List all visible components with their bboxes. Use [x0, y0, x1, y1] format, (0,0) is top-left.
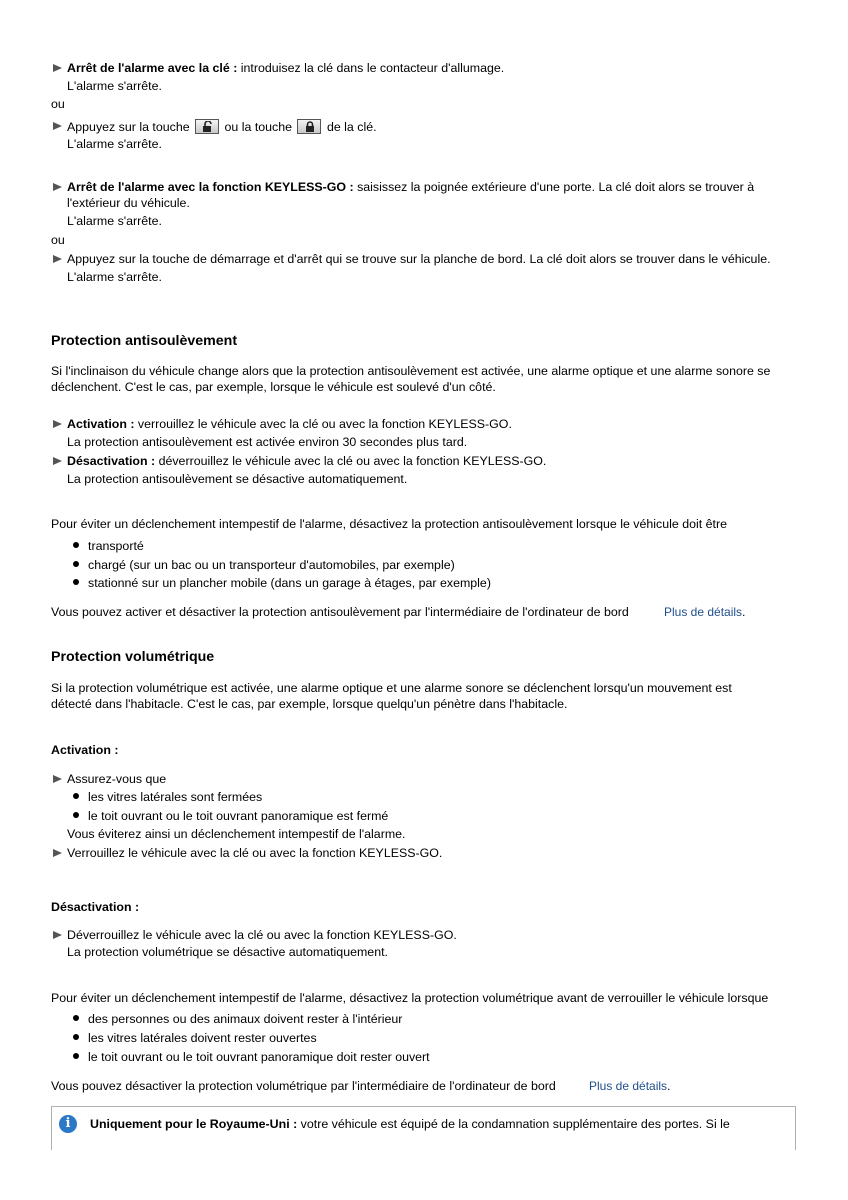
instruction-stop-alarm-keyless: Arrêt de l'alarme avec la fonction KEYLESS-GO : saisissez la poignée extérieure d'une porte. La clé doit alors se trouver à: [67, 180, 755, 194]
or-text: ou: [51, 97, 65, 111]
details-link[interactable]: Plus de détails: [589, 1079, 668, 1093]
instruction-stop-alarm-key: Arrêt de l'alarme avec la clé : introduisez la clé dans le contacteur d'allumage.: [67, 61, 505, 75]
instruction-unlock: Déverrouillez le véhicule avec la clé ou avec la fonction KEYLESS-GO.: [67, 928, 457, 942]
bullet-icon: [73, 542, 79, 548]
paragraph: détecté dans l'habitacle. C'est le cas, par exemple, lorsque quelqu'un pénètre dans l'habitacle.: [51, 697, 568, 711]
arrow-icon: [53, 775, 62, 783]
section-title: Protection volumétrique: [51, 649, 215, 665]
bullet-icon: [73, 1015, 79, 1021]
result-text: La protection volumétrique se désactive automatiquement.: [67, 945, 388, 959]
info-icon: i: [59, 1115, 77, 1133]
paragraph: Si la protection volumétrique est activée, une alarme optique et une alarme sonore se déclenchent lorsqu'un mouvement est: [51, 681, 732, 695]
paragraph: déclenchent. C'est le cas, par exemple, lorsque le véhicule est soulevé d'un côté.: [51, 380, 496, 394]
result-text: La protection antisoulèvement est activée environ 30 secondes plus tard.: [67, 435, 468, 449]
arrow-icon: [53, 457, 62, 465]
list-item: le toit ouvrant ou le toit ouvrant panoramique est fermé: [88, 809, 389, 823]
list-item: les vitres latérales sont fermées: [88, 790, 263, 804]
details-link-line: Plus de détails.: [589, 1079, 671, 1093]
instruction-press-button: Appuyez sur la touche ou la touche de la clé.: [67, 120, 377, 134]
subheading: Désactivation :: [51, 900, 140, 914]
subheading: Activation :: [51, 743, 119, 757]
list-item: le toit ouvrant ou le toit ouvrant panoramique doit rester ouvert: [88, 1050, 430, 1064]
paragraph: Pour éviter un déclenchement intempestif de l'alarme, désactivez la protection volumétrique avant de verrouiller le véhicule lorsque: [51, 991, 769, 1005]
result-text: La protection antisoulèvement se désactive automatiquement.: [67, 472, 408, 486]
list-item: transporté: [88, 539, 144, 553]
instruction-deactivation: Désactivation : déverrouillez le véhicule avec la clé ou avec la fonction KEYLESS-GO.: [67, 454, 547, 468]
result-text: L'alarme s'arrête.: [67, 270, 162, 284]
bullet-icon: [73, 793, 79, 799]
result-text: L'alarme s'arrête.: [67, 214, 162, 228]
details-link-line: Plus de détails.: [664, 605, 746, 619]
list-item: les vitres latérales doivent rester ouvertes: [88, 1031, 317, 1045]
list-item: stationné sur un plancher mobile (dans un garage à étages, par exemple): [88, 576, 491, 590]
arrow-icon: [53, 849, 62, 857]
bullet-icon: [73, 1053, 79, 1059]
arrow-icon: [53, 122, 62, 130]
list-item: des personnes ou des animaux doivent rester à l'intérieur: [88, 1012, 403, 1026]
arrow-icon: [53, 420, 62, 428]
lock-key-icon: [297, 119, 321, 134]
bullet-icon: [73, 579, 79, 585]
paragraph: Vous pouvez désactiver la protection volumétrique par l'intermédiaire de l'ordinateur de bord: [51, 1079, 556, 1093]
list-item: chargé (sur un bac ou un transporteur d'automobiles, par exemple): [88, 558, 455, 572]
bullet-icon: [73, 561, 79, 567]
or-text: ou: [51, 233, 65, 247]
arrow-icon: [53, 64, 62, 72]
arrow-icon: [53, 255, 62, 263]
paragraph: Si l'inclinaison du véhicule change alors que la protection antisoulèvement est activée, une alarme optique et une alarme sonore se: [51, 364, 771, 378]
arrow-icon: [53, 931, 62, 939]
instruction-activation: Activation : verrouillez le véhicule avec la clé ou avec la fonction KEYLESS-GO.: [67, 417, 512, 431]
instruction-ensure: Assurez-vous que: [67, 772, 167, 786]
arrow-icon: [53, 183, 62, 191]
result-text: L'alarme s'arrête.: [67, 79, 162, 93]
instruction-continuation: l'extérieur du véhicule.: [67, 196, 190, 210]
info-note: [51, 1106, 796, 1150]
details-link[interactable]: Plus de détails: [664, 605, 743, 619]
note-text: Uniquement pour le Royaume-Uni : votre véhicule est équipé de la condamnation supplémentaire des portes. Si le: [90, 1117, 730, 1131]
bullet-icon: [73, 1034, 79, 1040]
section-title: Protection antisoulèvement: [51, 333, 238, 349]
bullet-icon: [73, 812, 79, 818]
result-text: Vous éviterez ainsi un déclenchement intempestif de l'alarme.: [67, 827, 406, 841]
result-text: L'alarme s'arrête.: [67, 137, 162, 151]
instruction-lock: Verrouillez le véhicule avec la clé ou avec la fonction KEYLESS-GO.: [67, 846, 443, 860]
paragraph: Pour éviter un déclenchement intempestif de l'alarme, désactivez la protection antisoulèvement lorsque le véhicule doit être: [51, 517, 727, 531]
paragraph: Vous pouvez activer et désactiver la protection antisoulèvement par l'intermédiaire de l'ordinateur de bord: [51, 605, 629, 619]
unlock-key-icon: [195, 119, 219, 134]
instruction-start-stop-button: Appuyez sur la touche de démarrage et d'arrêt qui se trouve sur la planche de bord. La clé doit alors se trouver dans le véhicule.: [67, 252, 771, 266]
